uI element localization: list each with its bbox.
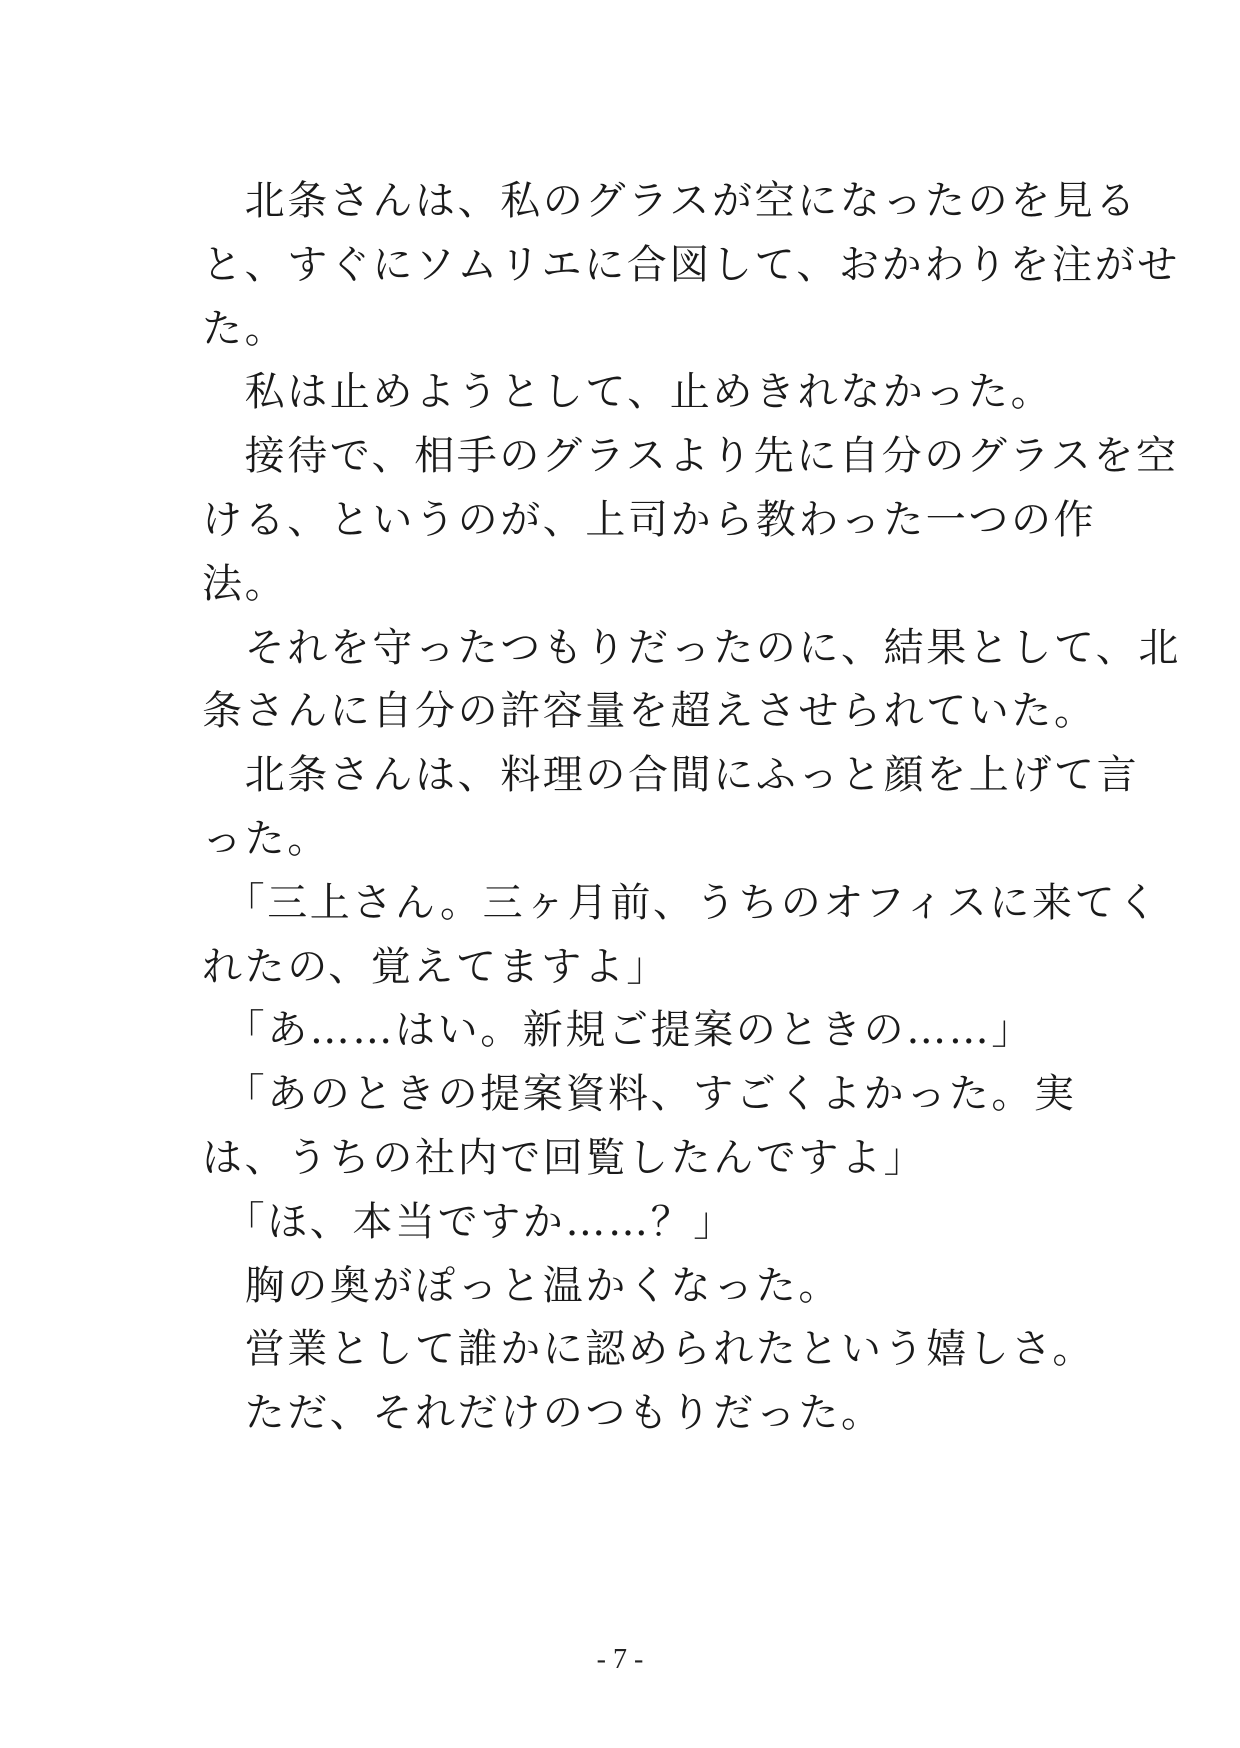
text-line: 北条さんは、料理の合間にふっと顔を上げて言 [202,752,1140,799]
text-line: った。 [202,815,330,862]
text-line: ただ、それだけのつもりだった。 [202,1390,884,1437]
text-line: ける、というのが、上司から教わった一つの作 [202,496,1097,543]
text-line: と、すぐにソムリエに合図して、おかわりを注がせ [202,241,1180,288]
text-line: 法。 [202,560,288,607]
page-number: - 7 - [596,1644,644,1675]
text-line: 「三上さん。三ヶ月前、うちのオフィスに来てく [202,879,1160,926]
text-line: 「ほ、本当ですか……？」 [202,1198,736,1245]
text-line: た。 [202,305,288,352]
text-line: れたの、覚えてますよ」 [202,943,669,990]
text-line: 接待で、相手のグラスより先に自分のグラスを空 [202,433,1179,480]
text-line: 条さんに自分の許容量を超えさせられていた。 [202,688,1097,735]
text-line: 「あのときの提案資料、すごくよかった。実 [202,1071,1077,1118]
text-line: 胸の奥がぽっと温かくなった。 [202,1262,841,1309]
body-text [202,170,1181,1446]
text-line: 北条さんは、私のグラスが空になったのを見る [202,178,1138,224]
text-line: 私は止めようとして、止めきれなかった。 [202,369,1054,416]
text-line: 営業として誰かに認められたという嬉しさ。 [202,1326,1095,1373]
text-line: は、うちの社内で回覧したんですよ」 [202,1134,927,1181]
text-line: それを守ったつもりだったのに、結果として、北 [202,624,1181,671]
text-line: 「あ……はい。新規ご提案のときの……」 [202,1007,1034,1054]
